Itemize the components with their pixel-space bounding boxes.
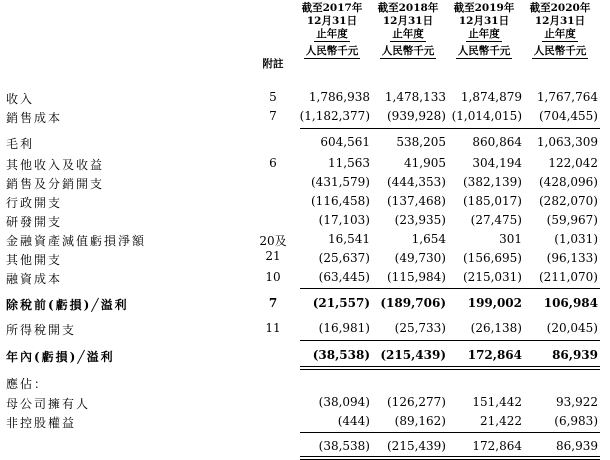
column-header-year-ended: 止年度 bbox=[316, 28, 348, 40]
row-label: 融資成本 bbox=[6, 272, 63, 286]
value-2018: 1,478,133 bbox=[384, 90, 446, 104]
row-label: 應佔： bbox=[6, 377, 49, 391]
row-note: 7 bbox=[269, 109, 277, 123]
column-header-currency: 人民幣千元 bbox=[305, 45, 359, 57]
value-2017: (116,458) bbox=[311, 194, 370, 208]
column-header-currency: 人民幣千元 bbox=[533, 45, 587, 57]
value-2017: (38,538) bbox=[312, 348, 370, 362]
row-note: 10 bbox=[265, 270, 281, 284]
row-other-expenses bbox=[0, 248, 610, 268]
value-2020: 106,984 bbox=[543, 296, 598, 310]
column-header-2019 bbox=[446, 2, 522, 59]
value-2019: (382,139) bbox=[463, 175, 522, 189]
row-rnd-expenses bbox=[0, 210, 610, 230]
value-2018: (115,984) bbox=[387, 270, 446, 284]
row-label: 非控股權益 bbox=[6, 416, 77, 430]
row-label: 除稅前(虧損)╱溢利 bbox=[6, 298, 129, 312]
value-2020: 122,042 bbox=[548, 156, 598, 170]
value-2017: (21,557) bbox=[312, 296, 370, 310]
row-attributable-to bbox=[0, 372, 610, 392]
value-2019: 172,864 bbox=[472, 439, 522, 453]
value-2020: (96,133) bbox=[546, 251, 598, 265]
column-header-year-ended: 止年度 bbox=[544, 28, 576, 40]
value-2019: 860,864 bbox=[472, 135, 522, 149]
value-2017: (38,094) bbox=[318, 395, 370, 409]
row-admin-expenses bbox=[0, 191, 610, 211]
value-2019: (26,138) bbox=[470, 321, 522, 335]
row-total-attributable bbox=[0, 436, 610, 456]
subtotal-rule bbox=[300, 432, 600, 433]
value-2018: (939,928) bbox=[387, 109, 446, 123]
value-2020: (1,031) bbox=[554, 232, 598, 246]
value-2020: 1,063,309 bbox=[536, 135, 598, 149]
column-header-period: 截至2019年 bbox=[453, 2, 515, 14]
row-non-controlling-interests bbox=[0, 411, 610, 431]
value-2018: (215,439) bbox=[387, 439, 446, 453]
column-header-date: 12月31日 bbox=[306, 15, 358, 27]
value-2017: (25,637) bbox=[318, 251, 370, 265]
value-2019: 304,194 bbox=[472, 156, 522, 170]
subtotal-rule bbox=[300, 288, 600, 289]
row-finance-costs bbox=[0, 267, 610, 287]
value-2018: (25,733) bbox=[394, 321, 446, 335]
column-header-date: 12月31日 bbox=[458, 15, 510, 27]
column-header-period: 截至2020年 bbox=[529, 2, 591, 14]
row-label: 所得稅開支 bbox=[6, 323, 77, 337]
row-label: 銷售成本 bbox=[6, 111, 63, 125]
column-header-period: 截至2017年 bbox=[301, 2, 363, 14]
value-2020: (282,070) bbox=[539, 194, 598, 208]
column-header-date: 12月31日 bbox=[382, 15, 434, 27]
value-2020: (20,045) bbox=[546, 321, 598, 335]
column-header-year-ended: 止年度 bbox=[468, 28, 500, 40]
row-income-tax bbox=[0, 318, 610, 338]
column-header-currency: 人民幣千元 bbox=[381, 45, 435, 57]
row-label: 銷售及分銷開支 bbox=[6, 177, 105, 191]
value-2020: 1,767,764 bbox=[536, 90, 598, 104]
value-2017: (63,445) bbox=[318, 270, 370, 284]
column-header-2018 bbox=[370, 2, 446, 59]
column-header-2017 bbox=[294, 2, 370, 59]
value-2019: 151,442 bbox=[472, 395, 522, 409]
row-label: 母公司擁有人 bbox=[6, 397, 91, 411]
value-2017: 11,563 bbox=[328, 156, 370, 170]
column-header-2020 bbox=[522, 2, 598, 59]
value-2019: 172,864 bbox=[467, 348, 522, 362]
row-other-income bbox=[0, 153, 610, 173]
value-2017: (1,182,377) bbox=[299, 109, 370, 123]
row-revenue bbox=[0, 87, 610, 107]
total-double-rule bbox=[300, 366, 600, 370]
row-label: 其他收入及收益 bbox=[6, 158, 105, 172]
row-label: 行政開支 bbox=[6, 196, 63, 210]
row-profit-for-year bbox=[0, 345, 610, 365]
column-header-period: 截至2018年 bbox=[377, 2, 439, 14]
row-note: 20及21 bbox=[259, 234, 287, 263]
row-cost-of-sales bbox=[0, 106, 610, 126]
value-2018: (23,935) bbox=[394, 213, 446, 227]
value-2018: 538,205 bbox=[396, 135, 446, 149]
value-2019: (156,695) bbox=[463, 251, 522, 265]
value-2018: (137,468) bbox=[387, 194, 446, 208]
value-2017: 16,541 bbox=[328, 232, 370, 246]
value-2018: 1,654 bbox=[411, 232, 446, 246]
value-2020: (6,983) bbox=[554, 414, 598, 428]
row-label: 金融資產減值虧損淨額 bbox=[6, 234, 147, 248]
row-selling-expenses bbox=[0, 172, 610, 192]
value-2018: 41,905 bbox=[404, 156, 446, 170]
value-2017: (16,981) bbox=[318, 321, 370, 335]
value-2018: (49,730) bbox=[394, 251, 446, 265]
row-label: 收入 bbox=[6, 92, 35, 106]
row-note: 5 bbox=[269, 90, 277, 104]
subtotal-rule bbox=[300, 340, 600, 341]
value-2020: 86,939 bbox=[556, 439, 598, 453]
value-2017: (431,579) bbox=[311, 175, 370, 189]
value-2018: (126,277) bbox=[387, 395, 446, 409]
value-2018: (189,706) bbox=[380, 296, 446, 310]
row-note: 7 bbox=[268, 296, 278, 310]
row-label: 研發開支 bbox=[6, 215, 63, 229]
column-header-year-ended: 止年度 bbox=[392, 28, 424, 40]
value-2020: (428,096) bbox=[539, 175, 598, 189]
value-2019: (27,475) bbox=[470, 213, 522, 227]
value-2020: (59,967) bbox=[546, 213, 598, 227]
value-2020: (704,455) bbox=[539, 109, 598, 123]
row-gross-profit bbox=[0, 132, 610, 152]
value-2018: (444,353) bbox=[387, 175, 446, 189]
value-2020: 86,939 bbox=[552, 348, 598, 362]
subtotal-rule bbox=[300, 128, 600, 129]
value-2020: 93,922 bbox=[556, 395, 598, 409]
value-2020: (211,070) bbox=[539, 270, 598, 284]
column-header-date: 12月31日 bbox=[534, 15, 586, 27]
value-2018: (89,162) bbox=[394, 414, 446, 428]
value-2017: (444) bbox=[337, 414, 370, 428]
value-2019: 199,002 bbox=[467, 296, 522, 310]
value-2019: 21,422 bbox=[480, 414, 522, 428]
value-2017: 604,561 bbox=[320, 135, 370, 149]
row-label: 其他開支 bbox=[6, 253, 63, 267]
row-label: 毛利 bbox=[6, 137, 35, 151]
column-header-currency: 人民幣千元 bbox=[457, 45, 511, 57]
note-column-header: 附註 bbox=[262, 58, 284, 70]
value-2018: (215,439) bbox=[380, 348, 446, 362]
value-2019: (1,014,015) bbox=[451, 109, 522, 123]
value-2019: (185,017) bbox=[463, 194, 522, 208]
total-double-rule bbox=[300, 456, 600, 460]
value-2019: 1,874,879 bbox=[460, 90, 522, 104]
row-profit-before-tax bbox=[0, 293, 610, 313]
value-2019: 301 bbox=[499, 232, 522, 246]
row-note: 11 bbox=[265, 321, 281, 335]
row-note: 6 bbox=[269, 156, 277, 170]
row-label: 年內(虧損)╱溢利 bbox=[6, 350, 115, 364]
row-owners-of-parent bbox=[0, 392, 610, 412]
value-2017: (17,103) bbox=[318, 213, 370, 227]
value-2019: (215,031) bbox=[463, 270, 522, 284]
value-2017: 1,786,938 bbox=[308, 90, 370, 104]
value-2017: (38,538) bbox=[318, 439, 370, 453]
